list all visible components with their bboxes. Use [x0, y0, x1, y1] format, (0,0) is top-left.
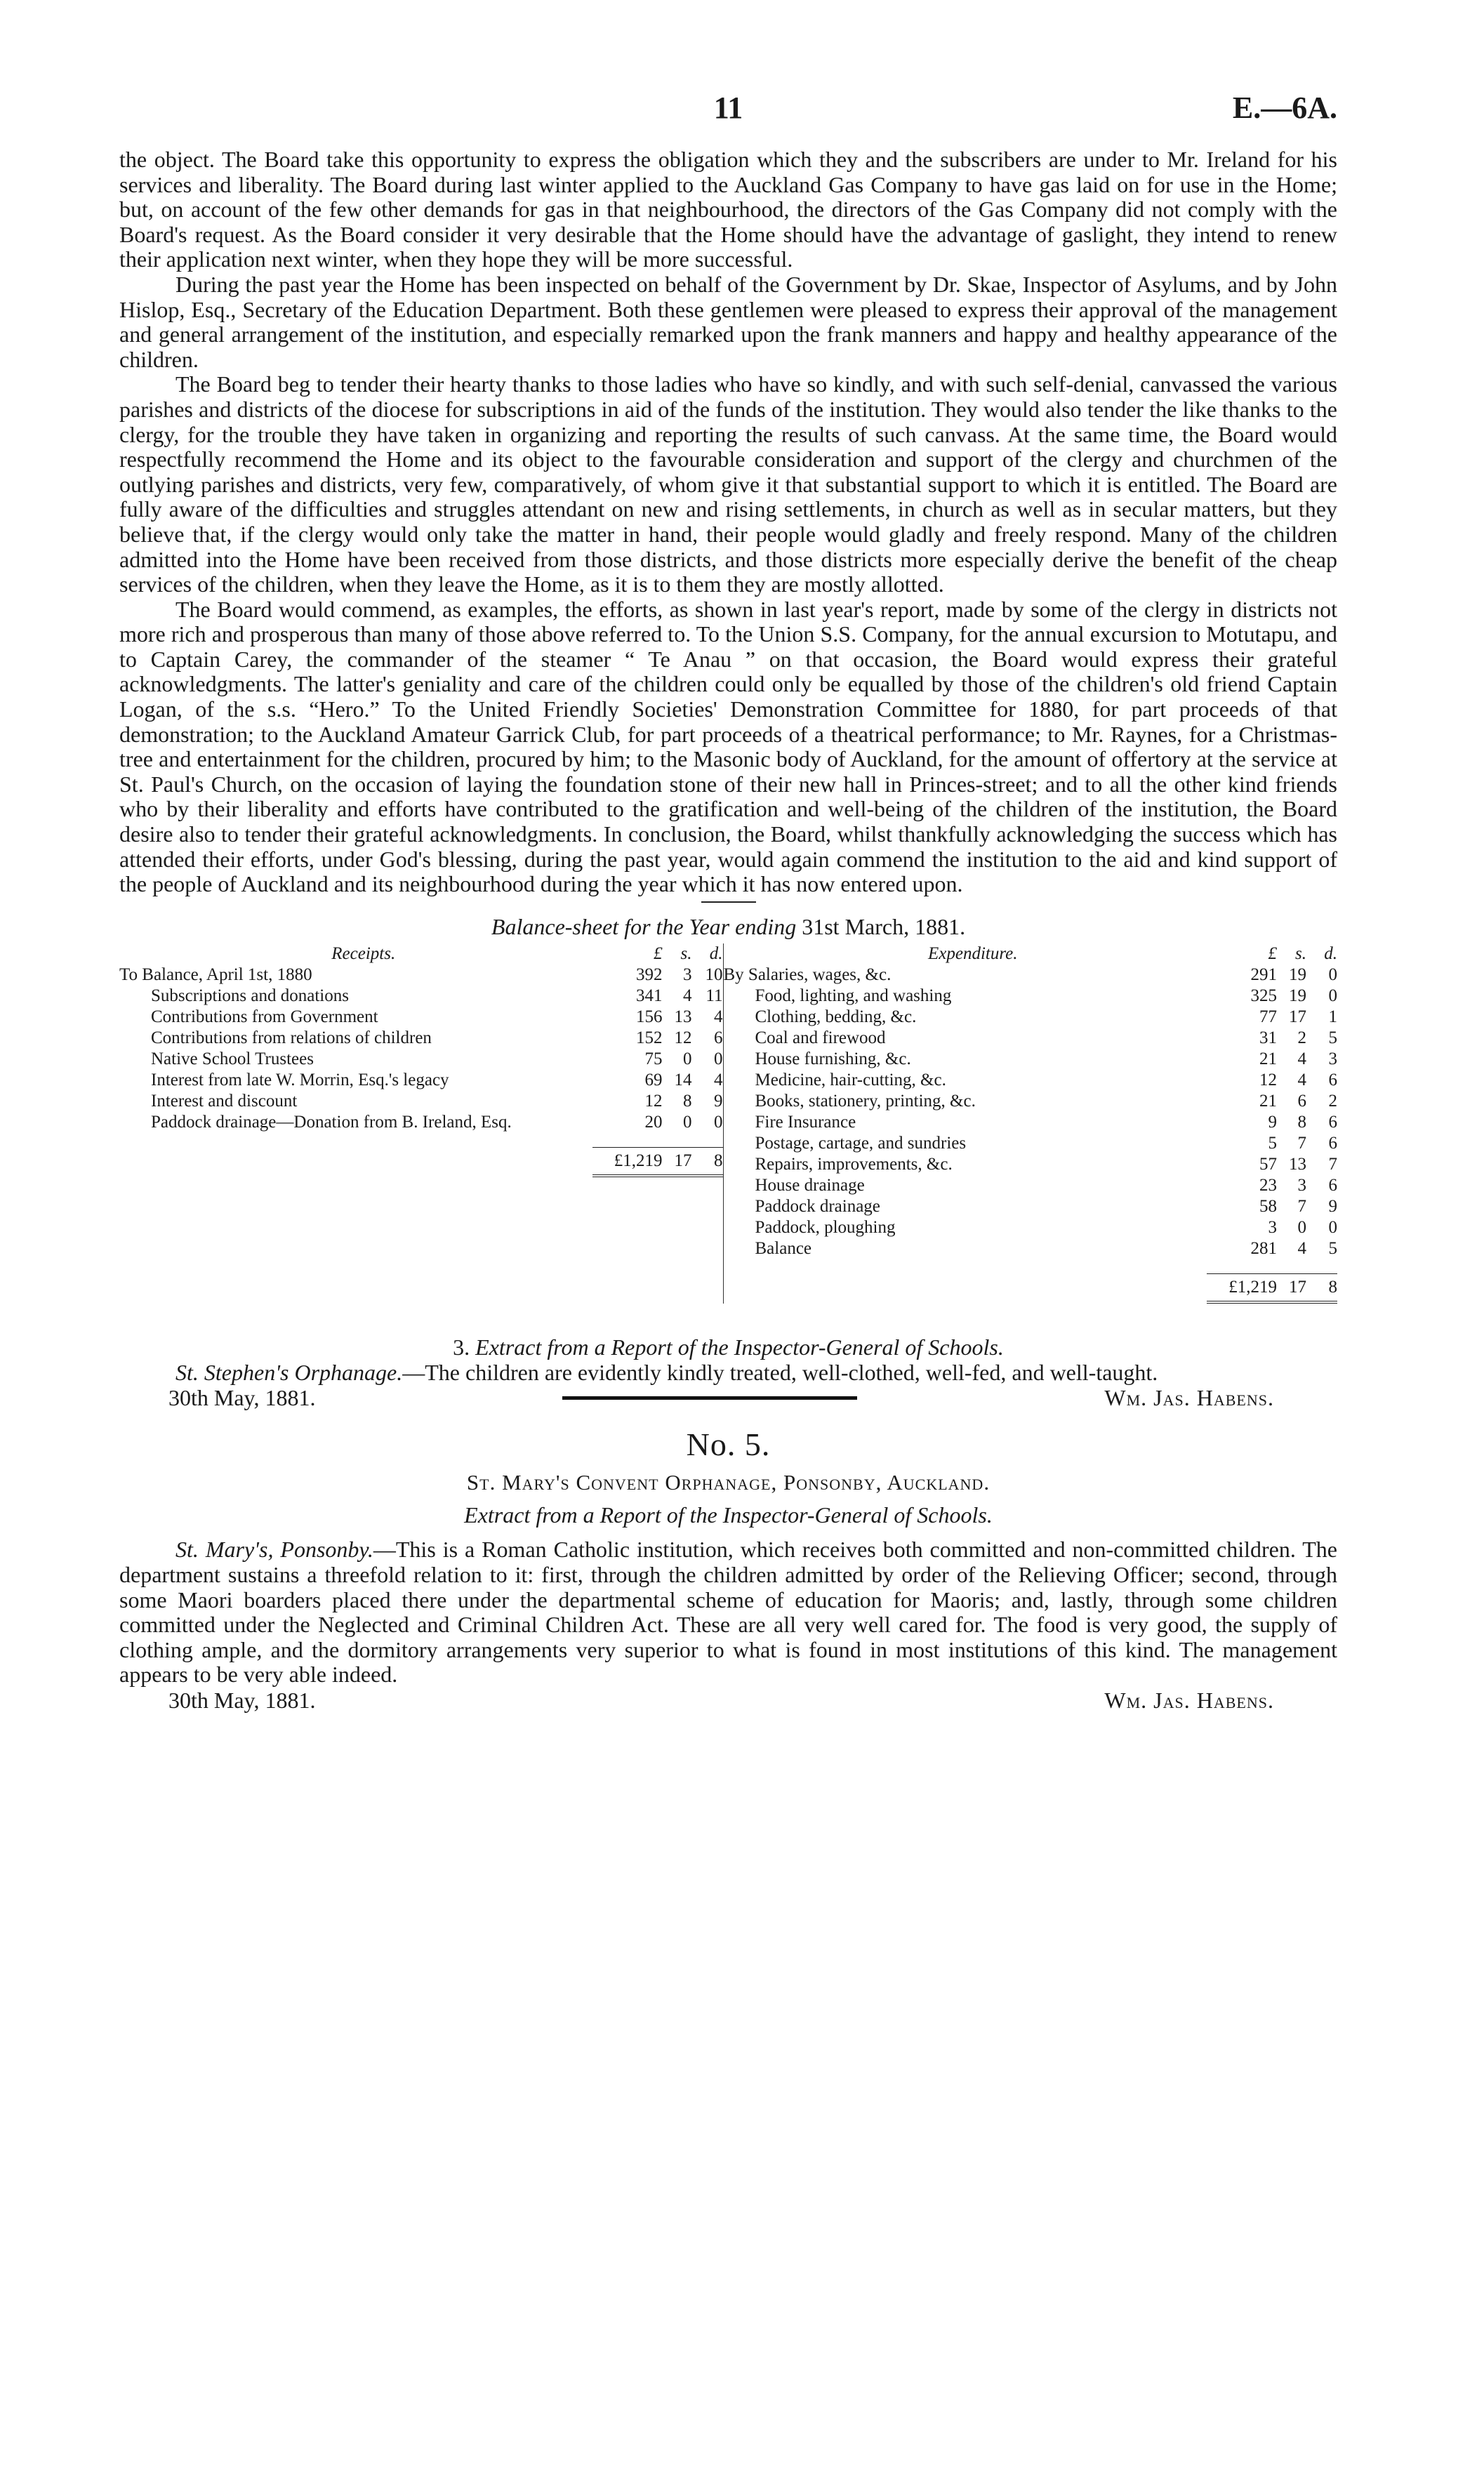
receipt-description: Contributions from Government: [151, 1007, 378, 1026]
receipt-row: [119, 965, 723, 986]
section-divider: [701, 901, 756, 903]
paragraph-inspection: During the past year the Home has been inspected on behalf of the Government by Dr. Skae, Inspector of Asylums, and by John Hislop, Esq., Secretary of the Education Department. Both these gentlemen were pleased to express their approval of the management and general arrangement of the institution, and especially remarked upon the frank manners and happy and healthy appearance of the children.: [119, 271, 1337, 372]
receipt-pounds: 69: [644, 1070, 663, 1089]
expenditure-pence: 3: [1328, 1049, 1337, 1068]
receipt-description: Interest from late W. Morrin, Esq.'s legacy: [151, 1070, 449, 1089]
expenditure-pounds: 77: [1259, 1007, 1277, 1026]
expenditure-heading: Expenditure.: [927, 943, 1018, 963]
balance-sheet-caption-text: Balance-sheet for the Year ending: [491, 913, 797, 939]
pounds-header: £: [654, 943, 663, 963]
receipt-shillings: 14: [674, 1070, 692, 1089]
receipt-pounds: 156: [636, 1007, 663, 1026]
expenditure-row: [724, 1238, 1338, 1259]
expenditure-row: [724, 1217, 1338, 1238]
expenditure-shillings: 19: [1289, 965, 1306, 984]
receipt-shillings: 13: [674, 1007, 692, 1026]
receipt-description: Interest and discount: [151, 1091, 298, 1111]
receipt-row: [119, 1028, 723, 1049]
receipt-description: Subscriptions and donations: [151, 986, 349, 1005]
expenditure-row: [724, 1133, 1338, 1154]
pence-header: d.: [1324, 943, 1337, 963]
thick-divider: [562, 1396, 857, 1400]
expenditure-header: [724, 943, 1338, 965]
expenditure-shillings: 0: [1297, 1217, 1306, 1237]
receipts-rows: [119, 965, 723, 1133]
expenditure-description: By Salaries, wages, &c.: [723, 965, 892, 984]
no5-lead: St. Mary's, Ponsonby.: [175, 1537, 373, 1563]
expenditure-row: [724, 1091, 1338, 1112]
expenditure-pence: 1: [1328, 1007, 1337, 1026]
expenditure-pounds: 325: [1250, 986, 1277, 1005]
expenditure-row: [724, 1070, 1338, 1091]
receipt-pence: 4: [714, 1070, 723, 1089]
receipt-pence: 9: [714, 1091, 723, 1111]
paragraph-acknowledgments: The Board would commend, as examples, the efforts, as shown in last year's report, made by some of the clergy in districts not more rich and prosperous than many of those above referred to. To the Union S.S. Company, for the annual excursion to Motutapu, and to Captain Carey, the commander of the steamer “ Te Anau ” on that occasion, the Board would express their grateful acknowledgments. The latter's geniality and care of the children could only be equalled by those of the children's old friend Captain Logan, of the s.s. “Hero.” To the United Friendly Societies' Demonstration Committee for 1880, for part proceeds of that demonstration; to the Auckland Amateur Garrick Club, for part proceeds of a theatrical performance; to Mr. Raynes, for a Christmas-tree and entertainment for the children, procured by him; to the Masonic body of Auckland, for the amount of offertory at the service at St. Paul's Church, on the occasion of laying the foundation stone of their new hall in Princes-street; and to all the other kind friends who by their liberality and efforts have contributed to the gratification and well-being of the children of the institution, the Board desire also to tender their grateful acknowledgments. In conclusion, the Board, whilst thankfully acknowledging the success which has attended their efforts, under God's blessing, during the past year, would again commend the institution to the aid and kind support of the people of Auckland and its neighbourhood during the year which it has now entered upon.: [119, 596, 1337, 897]
expenditure-description: Fire Insurance: [755, 1112, 856, 1132]
expenditure-row: [724, 1196, 1338, 1217]
page-header: [119, 0, 1337, 147]
receipt-description: Native School Trustees: [151, 1049, 314, 1068]
expenditure-total-pence: 8: [1328, 1277, 1337, 1297]
document-page: [119, 0, 1337, 1713]
expenditure-column: [724, 943, 1338, 1304]
receipt-description: Paddock drainage—Donation from B. Ireland, Esq.: [151, 1112, 512, 1132]
extract-3-body: [119, 1360, 1337, 1386]
expenditure-pence: 9: [1328, 1196, 1337, 1216]
expenditure-shillings: 7: [1297, 1196, 1306, 1216]
expenditure-pounds: 9: [1268, 1112, 1277, 1132]
receipt-shillings: 0: [683, 1112, 692, 1132]
expenditure-description: House drainage: [755, 1175, 865, 1195]
expenditure-pence: 6: [1328, 1070, 1337, 1089]
expenditure-pence: 0: [1328, 986, 1337, 1005]
expenditure-pounds: 21: [1259, 1091, 1277, 1111]
expenditure-description: Books, stationery, printing, &c.: [755, 1091, 976, 1111]
receipt-shillings: 4: [683, 986, 692, 1005]
no5-heading: No. 5.: [686, 1426, 771, 1463]
extract-3-number: 3.: [453, 1334, 470, 1360]
receipt-pounds: 12: [644, 1091, 663, 1111]
expenditure-shillings: 2: [1297, 1028, 1306, 1047]
extract-3-title: [119, 1334, 1337, 1360]
receipts-total-shillings: 17: [674, 1151, 692, 1170]
expenditure-row: [724, 1112, 1338, 1133]
extract-3-date: 30th May, 1881.: [168, 1385, 316, 1411]
expenditure-description: Coal and firewood: [755, 1028, 886, 1047]
expenditure-pounds: 21: [1259, 1049, 1277, 1068]
pounds-header: £: [1268, 943, 1277, 963]
expenditure-description: Repairs, improvements, &c.: [755, 1154, 953, 1174]
receipt-shillings: 0: [683, 1049, 692, 1068]
expenditure-shillings: 4: [1297, 1238, 1306, 1258]
receipts-total-pounds: £1,219: [614, 1151, 663, 1170]
expenditure-rows: [724, 965, 1338, 1259]
receipt-shillings: 3: [683, 965, 692, 984]
expenditure-pence: 2: [1328, 1091, 1337, 1111]
receipt-pence: 0: [714, 1112, 723, 1132]
expenditure-pence: 7: [1328, 1154, 1337, 1174]
receipt-row: [119, 1112, 723, 1133]
no5-text: —This is a Roman Catholic institution, which receives both committed and non-committed children. The department sustains a threefold relation to it: first, through the children admitted by order of the Relieving Officer; second, through some Maori boarders placed there under the departmental scheme of education for Maoris; and, lastly, through some children committed under the Neglected and Criminal Children Act. These are all very well cared for. The food is very good, the supply of clothing ample, and the dormitory arrangements very superior to what is found in most institutions of this kind. The management appears to be very able indeed.: [119, 1537, 1338, 1688]
receipts-heading: Receipts.: [331, 943, 396, 963]
expenditure-shillings: 4: [1297, 1070, 1306, 1089]
expenditure-pounds: 281: [1250, 1238, 1277, 1258]
extract-3-text: —The children are evidently kindly treated, well-clothed, well-fed, and well-taught.: [402, 1359, 1158, 1385]
extract-3-title-text: Extract from a Report of the Inspector-General of Schools.: [475, 1334, 1004, 1360]
expenditure-pounds: 291: [1250, 965, 1277, 984]
page-number: 11: [713, 91, 743, 125]
expenditure-pounds: 58: [1259, 1196, 1277, 1216]
extract-3-signature-row: [119, 1385, 1337, 1410]
expenditure-description: Paddock drainage: [755, 1196, 880, 1216]
expenditure-shillings: 13: [1289, 1154, 1306, 1174]
expenditure-pounds: 31: [1259, 1028, 1277, 1047]
receipts-header: [119, 943, 723, 965]
expenditure-description: House furnishing, &c.: [755, 1049, 911, 1068]
expenditure-pence: 5: [1328, 1028, 1337, 1047]
shillings-header: s.: [680, 943, 692, 963]
expenditure-row: [724, 1028, 1338, 1049]
no5-signature-row: [119, 1688, 1337, 1713]
expenditure-total: [724, 1273, 1338, 1304]
shillings-header: s.: [1295, 943, 1306, 963]
no5-body: [119, 1537, 1337, 1688]
receipt-pounds: 341: [636, 986, 663, 1005]
expenditure-description: Paddock, ploughing: [755, 1217, 896, 1237]
expenditure-description: Medicine, hair-cutting, &c.: [755, 1070, 946, 1089]
expenditure-shillings: 19: [1289, 986, 1306, 1005]
receipts-total: [119, 1147, 723, 1177]
receipt-pounds: 75: [644, 1049, 663, 1068]
pence-header: d.: [709, 943, 723, 963]
receipt-pence: 6: [714, 1028, 723, 1047]
paragraph-thanks-ladies: The Board beg to tender their hearty thanks to those ladies who have so kindly, and with such self-denial, canvassed the various parishes and districts of the diocese for subscriptions in aid of the funds of the institution. They would also tender the like thanks to the clergy, for the trouble they have taken in organizing and reporting the results of such canvass. At the same time, the Board would respectfully recommend the Home and its object to the favourable consideration and support of the clergy and churchmen of the outlying parishes and districts, very few, comparatively, of whom give it that substantial support to which it is entitled. The Board are fully aware of the difficulties and struggles attendant on new and rising settlements, in church as well as in secular matters, but they believe that, if the clergy would only take the matter in hand, their people would gladly and freely respond. Many of the children admitted into the Home have been received from those districts, and those districts more especially derive the benefit of the cheap services of the children, when they leave the Home, as it is to them they are mostly allotted.: [119, 371, 1337, 597]
expenditure-description: Clothing, bedding, &c.: [755, 1007, 917, 1026]
receipt-description: Contributions from relations of children: [151, 1028, 432, 1047]
receipt-shillings: 8: [683, 1091, 692, 1111]
receipt-row: [119, 1049, 723, 1070]
expenditure-row: [724, 1007, 1338, 1028]
expenditure-pounds: 12: [1259, 1070, 1277, 1089]
receipt-row: [119, 1007, 723, 1028]
receipt-pence: 0: [714, 1049, 723, 1068]
expenditure-pounds: 5: [1268, 1133, 1277, 1153]
expenditure-row: [724, 1154, 1338, 1175]
receipt-pence: 10: [705, 965, 723, 984]
expenditure-pounds: 23: [1259, 1175, 1277, 1195]
receipt-row: [119, 1070, 723, 1091]
expenditure-row: [724, 986, 1338, 1007]
expenditure-shillings: 8: [1297, 1112, 1306, 1132]
receipts-total-pence: 8: [714, 1151, 723, 1170]
expenditure-pence: 6: [1328, 1133, 1337, 1153]
extract-3-lead: St. Stephen's Orphanage.: [175, 1359, 403, 1385]
expenditure-shillings: 17: [1289, 1007, 1306, 1026]
expenditure-pounds: 3: [1268, 1217, 1277, 1237]
extract-3-signature: Wm. Jas. Habens.: [1104, 1385, 1274, 1411]
no5-title: St. Mary's Convent Orphanage, Ponsonby, Auckland.: [466, 1470, 991, 1495]
receipt-row: [119, 1091, 723, 1112]
no5-subtitle: Extract from a Report of the Inspector-General of Schools.: [464, 1502, 993, 1528]
expenditure-row: [724, 965, 1338, 986]
expenditure-total-shillings: 17: [1289, 1277, 1306, 1297]
no5-signature: Wm. Jas. Habens.: [1104, 1687, 1274, 1713]
document-reference: E.—6A.: [1232, 91, 1337, 125]
expenditure-pence: 0: [1328, 1217, 1337, 1237]
balance-sheet-caption-date: 31st March, 1881.: [802, 913, 966, 939]
no5-date: 30th May, 1881.: [168, 1687, 316, 1713]
expenditure-row: [724, 1175, 1338, 1196]
receipt-pence: 4: [714, 1007, 723, 1026]
receipt-pounds: 152: [636, 1028, 663, 1047]
expenditure-pounds: 57: [1259, 1154, 1277, 1174]
expenditure-description: Postage, cartage, and sundries: [755, 1133, 967, 1153]
expenditure-pence: 5: [1328, 1238, 1337, 1258]
expenditure-description: Balance: [755, 1238, 812, 1258]
expenditure-shillings: 3: [1297, 1175, 1306, 1195]
expenditure-pence: 0: [1328, 965, 1337, 984]
receipt-row: [119, 986, 723, 1007]
receipt-pounds: 392: [636, 965, 663, 984]
expenditure-row: [724, 1049, 1338, 1070]
expenditure-description: Food, lighting, and washing: [755, 986, 952, 1005]
receipts-column: [119, 943, 724, 1304]
receipt-pence: 11: [705, 986, 723, 1005]
expenditure-shillings: 6: [1297, 1091, 1306, 1111]
receipt-shillings: 12: [674, 1028, 692, 1047]
expenditure-shillings: 4: [1297, 1049, 1306, 1068]
receipt-pounds: 20: [644, 1112, 663, 1132]
expenditure-pence: 6: [1328, 1112, 1337, 1132]
expenditure-pence: 6: [1328, 1175, 1337, 1195]
balance-sheet: [119, 943, 1337, 1304]
balance-sheet-caption: [119, 913, 1337, 941]
receipt-description: To Balance, April 1st, 1880: [119, 965, 312, 984]
expenditure-total-pounds: £1,219: [1228, 1277, 1277, 1297]
paragraph-gas-lighting: the object. The Board take this opportunity to express the obligation which they and the subscribers are under to Mr. Ireland for his services and liberality. The Board during last winter applied to the Auckland Gas Company to have gas laid on for use in the Home; but, on account of the few other demands for gas in that neighbourhood, the directors of the Gas Company did not comply with the Board's request. As the Board consider it very desirable that the Home should have the advantage of gaslight, they intend to renew their application next winter, when they hope they will be more successful.: [119, 147, 1337, 272]
expenditure-shillings: 7: [1297, 1133, 1306, 1153]
